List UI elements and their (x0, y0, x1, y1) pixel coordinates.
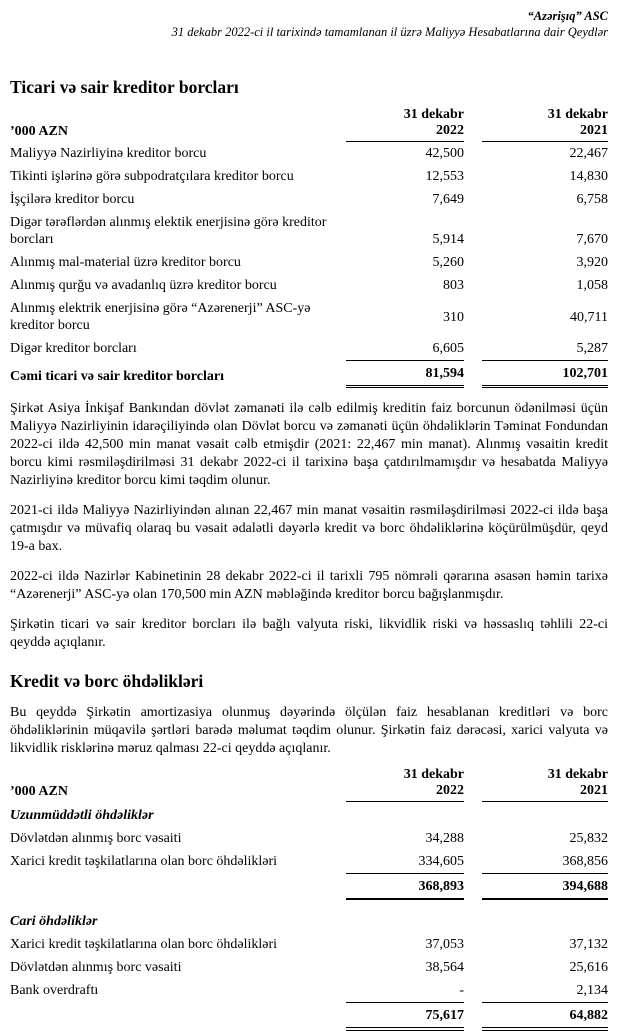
payables-table (10, 104, 608, 388)
paragraph: Şirkətin ticari və sair kreditor borcları ilə bağlı valyuta riski, likvidlik riski və həssaslıq təhlili 22-ci qeyddə açıqlanır. (10, 617, 608, 650)
paragraph: Şirkət Asiya İnkişaf Bankından dövlət zəmanəti ilə cəlb edilmiş kreditin faiz borcunun ödənilməsi üçün Maliyyə Nazirliyinin idarəçiliyində olan Dövlət borcu və zəmanəti üçün öhdəliklərin Təminat Fondundan 2022-ci ildə 42,500 min manat vəsait cəlb etmişdir (2021: 22,467 min manat). Alınmış vəsaitin kredit borcu kimi rəsmiləşdirilməsi 31 dekabr 2022-ci il tarixinə başa çatdırılmamışdır və hesabatda Maliyyə Nazirliyinə kreditor borcu kimi təqdim olunur. (10, 401, 608, 488)
table-row: Dövlətdən alınmış borc vəsaiti 34,288 25,832 (10, 831, 608, 846)
table-row: Xarici kredit təşkilatlarına olan borc öhdəlikləri 37,053 37,132 (10, 937, 608, 952)
table-row: Digər kreditor borcları 6,605 5,287 (10, 341, 608, 356)
paragraph: 2022-ci ildə Nazirlər Kabinetinin 28 dekabr 2022-ci il tarixli 795 nömrəli qərarına əsasən həmin tarixə “Azərenerji” ASC-yə olan 170,500 min AZN məbləğində kreditor borcu bağışlanmışdır. (10, 569, 608, 602)
table-row: Digər tərəflərdən alınmış elektik enerjisinə görə kreditor borcları 5,914 7,670 (10, 215, 608, 247)
loans-intro-paragraph: Bu qeyddə Şirkətin amortizasiya olunmuş dəyərində ölçülən faiz hesablanan kreditləri və borc öhdəliklərinin müqavilə şərtləri barədə məlumat təqdim olunur. Şirkətin faiz dərəcəsi, xarici valyuta və likvidlik risklərinə məruz qalması 22-ci qeyddə açıqlanır. (10, 705, 608, 756)
document-subtitle: 31 dekabr 2022-ci il tarixində tamamlanan il üzrə Maliyyə Hesabatlarına dair Qeydlər (171, 25, 608, 39)
table-row: Maliyyə Nazirliyinə kreditor borcu 42,500 22,467 (10, 146, 608, 161)
table-row: Alınmış qurğu və avadanlıq üzrə kreditor borcu 803 1,058 (10, 278, 608, 293)
paragraph: 2021-ci ildə Maliyyə Nazirliyindən alınan 22,467 min manat vəsaitin rəsmiləşdirilməsi 2022-ci ildə başa çatmışdır və müvafiq olaraq bu vəsait ədalətli dəyərlə kredit və borc öhdəliklərinə köçürülmüşdür, qeyd 19-a bax. (10, 503, 608, 554)
loans-table (10, 764, 608, 1031)
group-heading-noncurrent: Uzunmüddətli öhdəliklər (10, 808, 154, 823)
payables-total-row: Cəmi ticari və sair kreditor borcları 81,594 102,701 (10, 360, 608, 388)
section-title-loans: Kredit və borc öhdəlikləri (10, 671, 204, 691)
document-header (10, 8, 608, 40)
table-row: Alınmış mal-material üzrə kreditor borcu 5,260 3,920 (10, 255, 608, 270)
group-heading-current: Cari öhdəliklər (10, 914, 98, 929)
column-header-2021: 31 dekabr 2021 (482, 764, 608, 802)
unit-label: ’000 AZN (10, 124, 68, 139)
loans-table-header (10, 764, 608, 802)
column-header-2021: 31 dekabr 2021 (482, 104, 608, 142)
current-total-row: 75,617 64,882 (10, 1002, 608, 1031)
table-row: İşçilərə kreditor borcu 7,649 6,758 (10, 192, 608, 207)
column-header-2022: 31 dekabr 2022 (346, 764, 464, 802)
column-header-2022: 31 dekabr 2022 (346, 104, 464, 142)
table-row: Xarici kredit təşkilatlarına olan borc öhdəlikləri 334,605 368,856 (10, 854, 608, 869)
unit-label: ’000 AZN (10, 784, 68, 799)
table-row: Dövlətdən alınmış borc vəsaiti 38,564 25,616 (10, 960, 608, 975)
table-row: Tikinti işlərinə görə subpodratçılara kreditor borcu 12,553 14,830 (10, 169, 608, 184)
table-row: Alınmış elektrik enerjisinə görə “Azərenerji” ASC-yə kreditor borcu 310 40,711 (10, 301, 608, 333)
noncurrent-subtotal-row: 368,893 394,688 (10, 873, 608, 900)
table-row: Bank overdraftı - 2,134 (10, 983, 608, 998)
payables-table-header (10, 104, 608, 142)
section-title-payables: Ticari və sair kreditor borcları (10, 77, 239, 97)
company-name: “Azərişıq” ASC (527, 9, 608, 23)
